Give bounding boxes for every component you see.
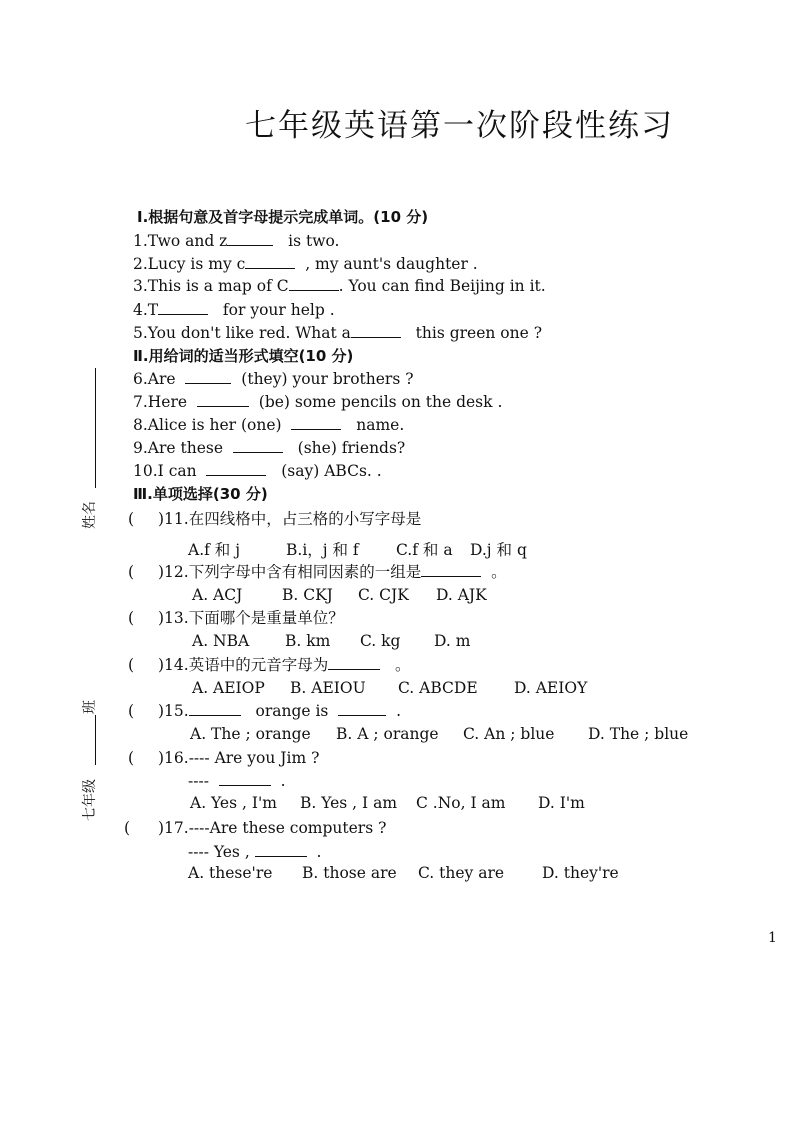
question-8: 8.Alice is her (one) name. xyxy=(133,416,405,434)
answer-blank[interactable] xyxy=(189,701,241,716)
option-b: B. km xyxy=(285,632,331,650)
answer-blank[interactable] xyxy=(338,701,386,716)
option-b: B. A ; orange xyxy=(336,725,439,743)
question-16-reply: ---- . xyxy=(188,772,286,790)
option-a: A. NBA xyxy=(192,632,250,650)
option-b: B. AEIOU xyxy=(290,679,366,697)
answer-paren[interactable]: ( xyxy=(128,563,135,581)
option-d: D. m xyxy=(434,632,471,650)
question-4: 4.T for your help . xyxy=(133,301,335,319)
answer-blank[interactable] xyxy=(227,231,273,246)
question-5: 5.You don't like red. What a this green one ? xyxy=(133,324,543,342)
section2-heading: Ⅱ.用给词的适当形式填空(10 分) xyxy=(133,347,354,365)
answer-paren[interactable]: ( xyxy=(128,656,135,674)
option-a: A. Yes , I'm xyxy=(190,794,277,812)
question-6: 6.Are (they) your brothers ? xyxy=(133,370,414,388)
answer-paren[interactable]: ( xyxy=(128,510,135,528)
answer-blank[interactable] xyxy=(351,323,401,338)
answer-blank[interactable] xyxy=(328,655,380,670)
question-2: 2.Lucy is my c , my aunt's daughter . xyxy=(133,255,478,273)
section3-heading: Ⅲ.单项选择(30 分) xyxy=(133,485,268,503)
answer-paren[interactable]: ( xyxy=(128,702,135,720)
answer-blank[interactable] xyxy=(291,415,341,430)
option-a: A. ACJ xyxy=(192,586,243,604)
option-d: D. AJK xyxy=(436,586,487,604)
option-c: C .No, I am xyxy=(416,794,506,812)
answer-blank[interactable] xyxy=(158,300,208,315)
option-c: C.f 和 a xyxy=(396,541,453,559)
option-a: A.f 和 j xyxy=(188,541,241,559)
grade-label: 七年级 xyxy=(82,779,98,821)
answer-blank[interactable] xyxy=(219,771,271,786)
option-b: B. CKJ xyxy=(282,586,333,604)
option-d: D. they're xyxy=(542,864,619,882)
option-c: C. ABCDE xyxy=(398,679,478,697)
answer-paren[interactable]: ( xyxy=(124,819,131,837)
option-b: B.i，j 和 f xyxy=(286,541,359,559)
option-a: A. these're xyxy=(188,864,273,882)
class-label: 班 xyxy=(82,700,98,714)
option-d: D. The ; blue xyxy=(588,725,689,743)
question-9: 9.Are these (she) friends? xyxy=(133,439,406,457)
option-b: B. those are xyxy=(302,864,397,882)
option-d: D. AEIOY xyxy=(514,679,588,697)
question-17-reply: ---- Yes , . xyxy=(188,843,322,861)
question-10: 10.I can (say) ABCs. . xyxy=(133,462,382,480)
answer-paren[interactable]: ( xyxy=(128,609,135,627)
option-c: C. kg xyxy=(360,632,401,650)
answer-paren[interactable]: ( xyxy=(128,749,135,767)
answer-blank[interactable] xyxy=(289,276,339,291)
option-a: A. The ; orange xyxy=(190,725,311,743)
answer-blank[interactable] xyxy=(421,562,481,577)
answer-blank[interactable] xyxy=(185,369,231,384)
option-d: D. I'm xyxy=(538,794,585,812)
option-c: C. they are xyxy=(418,864,505,882)
answer-blank[interactable] xyxy=(245,254,295,269)
option-d: D.j 和 q xyxy=(470,541,527,559)
option-a: A. AEIOP xyxy=(192,679,265,697)
name-line xyxy=(95,368,96,488)
answer-blank[interactable] xyxy=(197,392,249,407)
answer-blank[interactable] xyxy=(233,438,283,453)
answer-blank[interactable] xyxy=(206,461,266,476)
option-c: C. An ; blue xyxy=(463,725,555,743)
option-c: C. CJK xyxy=(358,586,409,604)
class-line xyxy=(95,715,96,765)
question-1: 1.Two and z is two. xyxy=(133,232,340,250)
question-3: 3.This is a map of C . You can find Beijing in it. xyxy=(133,277,546,295)
section1-heading: Ⅰ.根据句意及首字母提示完成单词。(10 分) xyxy=(137,208,429,226)
page-title: 七年级英语第一次阶段性练习 xyxy=(245,108,674,144)
question-7: 7.Here (be) some pencils on the desk . xyxy=(133,393,503,411)
answer-blank[interactable] xyxy=(255,842,307,857)
page-number: 1 xyxy=(768,930,777,946)
option-b: B. Yes , I am xyxy=(300,794,398,812)
name-label: 姓名 xyxy=(82,501,98,529)
